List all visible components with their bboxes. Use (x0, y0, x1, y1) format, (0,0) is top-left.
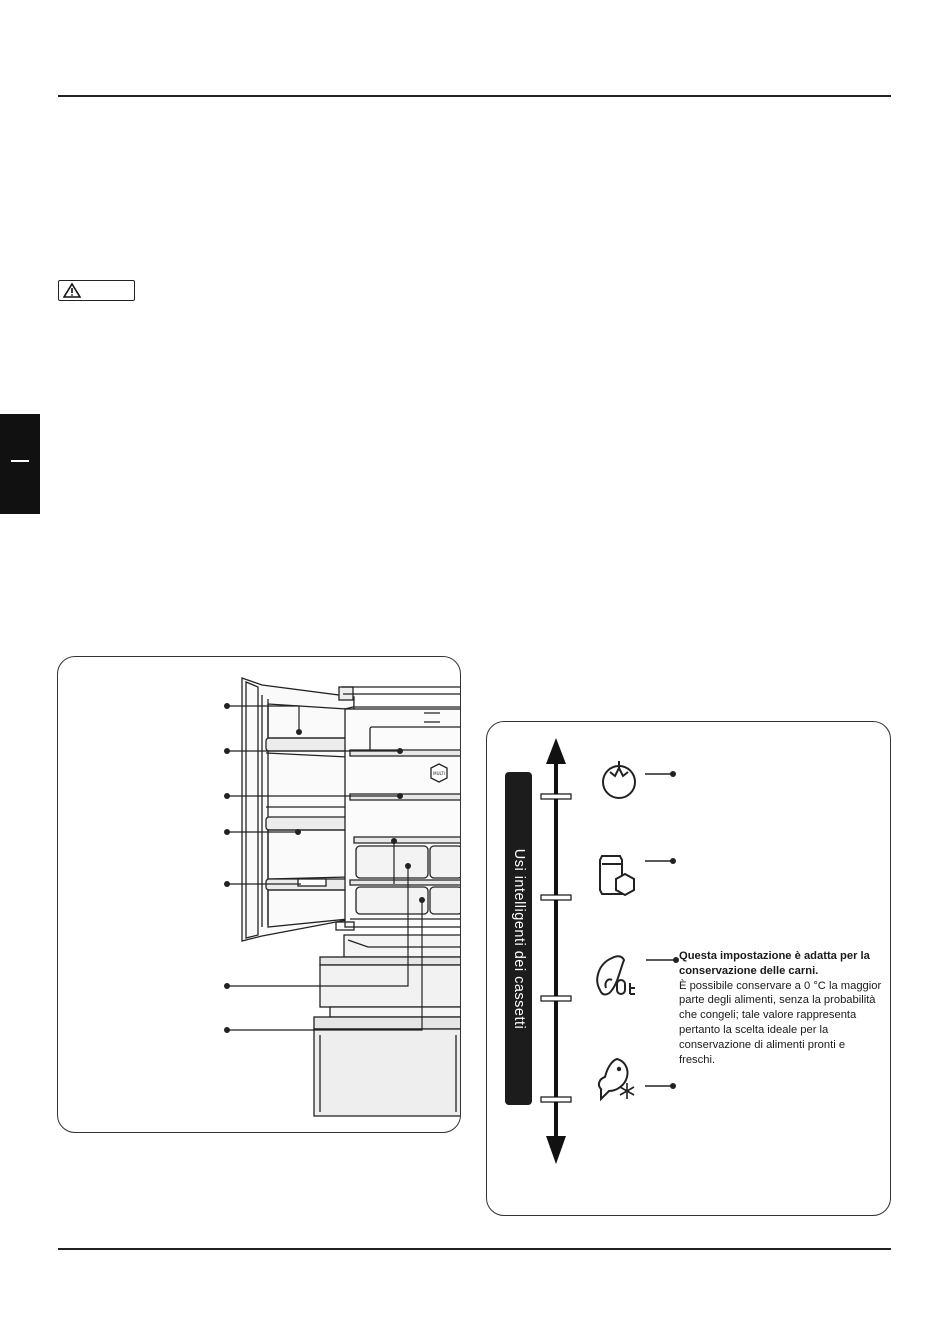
callout-dot (224, 1027, 230, 1033)
callout-dot (391, 838, 397, 844)
fridge-illustration (58, 657, 461, 1133)
callout-dot (397, 793, 403, 799)
callout-dot (419, 897, 425, 903)
callout-dot (224, 748, 230, 754)
warning-icon (63, 283, 81, 298)
drawer-guide-title-bar (505, 772, 532, 1105)
temperature-scale-arrow (536, 738, 576, 1164)
meat-setting-heading: Questa impostazione è adatta per la conservazione delle carni. (679, 950, 870, 977)
tomato-icon (598, 758, 684, 800)
fish-freeze-icon (595, 1055, 685, 1103)
side-chapter-tab (0, 414, 40, 514)
callout-dot (296, 729, 302, 735)
callout-dot (397, 748, 403, 754)
callout-dot (224, 829, 230, 835)
callout-dot (224, 793, 230, 799)
callout-dot (405, 863, 411, 869)
meat-setting-body: È possibile conservare a 0 °C la maggior parte degli alimenti, senza la probabilità che congeli; tale valore rappresenta pertanto la scelta ideale per la conservazione di alimenti pronti e freschi. (679, 979, 882, 1066)
callout-dot (224, 881, 230, 887)
jar-bottle-icon (596, 850, 684, 902)
callout-dot (295, 829, 301, 835)
callout-dot (224, 703, 230, 709)
drawer-guide-title: Usi intelligenti dei cassetti (510, 848, 527, 1029)
tab-dash (11, 460, 29, 462)
multi-badge: MULTI (433, 771, 445, 776)
meat-icon (592, 950, 684, 1002)
meat-setting-description (679, 949, 884, 1067)
footer-rule (58, 1248, 891, 1250)
callout-dot (224, 983, 230, 989)
fridge-parts-panel (57, 656, 461, 1133)
header-rule (58, 95, 891, 97)
warning-box (58, 280, 135, 301)
